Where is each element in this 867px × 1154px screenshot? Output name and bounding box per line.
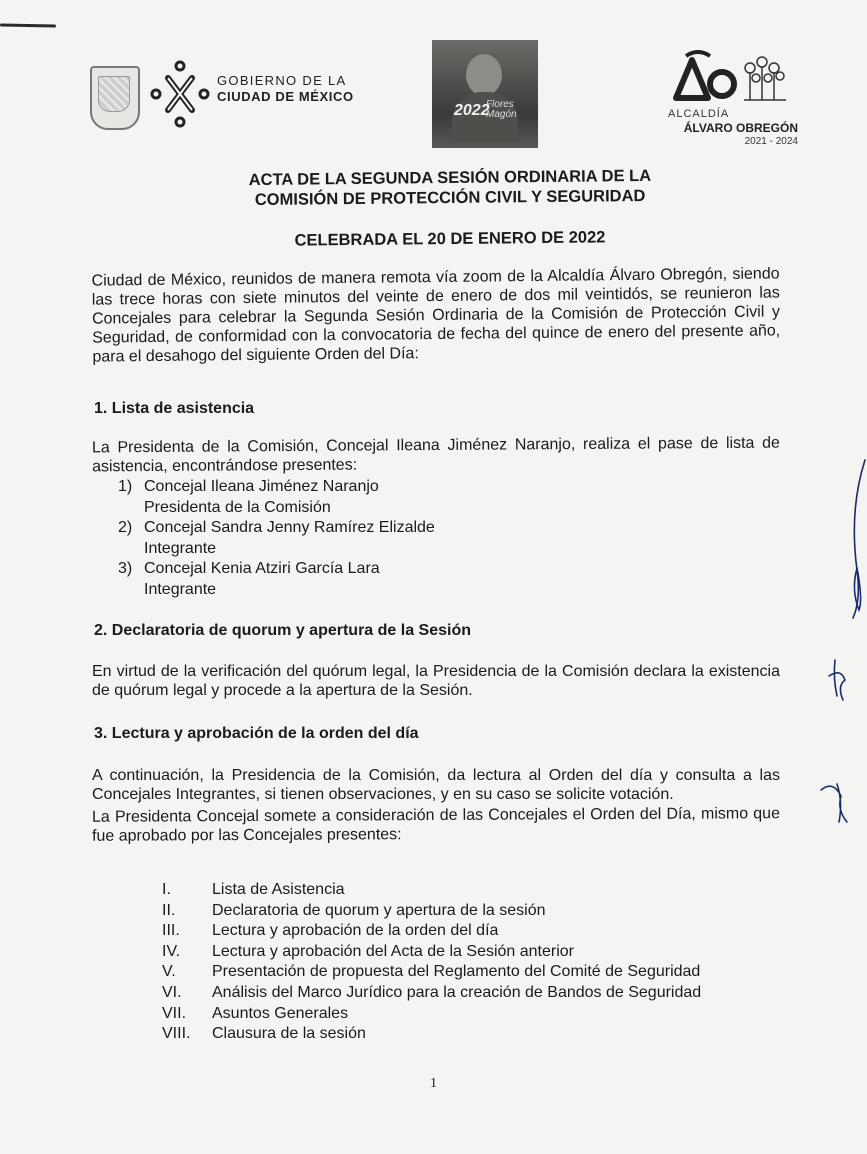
scan-mark [0,24,56,28]
coat-of-arms-logo [90,66,140,130]
agenda-number: IV. [162,942,181,960]
title-line-2: COMISIÓN DE PROTECCIÓN CIVIL Y SEGURIDAD [254,186,646,210]
list-item [162,1004,701,1025]
agenda-number: V. [162,963,176,981]
agenda-text: Clausura de la sesión [212,1025,366,1043]
list-item-number: 2) [118,519,133,537]
list-item [118,518,435,559]
title-line-1: ACTA DE LA SEGUNDA SESIÓN ORDINARIA DE LA [248,166,652,190]
section-3-text-1: A continuación, la Presidencia de la Comisión, da lectura al Orden del día y consulta a las Concejales Integrantes, si tienen observaciones, y en su caso se solicite votación. [92,767,780,803]
list-item [118,477,435,518]
agenda-text: Lectura y aprobación de la orden del día [212,922,499,940]
attendee-role: Integrante [144,580,217,598]
section-1-heading: 1. Lista de asistencia [94,400,255,417]
section-1-text: La Presidenta de la Comisión, Concejal Ileana Jiménez Naranjo, realiza el pase de lista de asistencia, encontrándose presentes: [91,434,780,476]
agenda-number: III. [162,922,180,940]
attendee-role: Presidenta de la Comisión [144,498,331,516]
agenda-text: Presentación de propuesta del Reglamento del Comité de Seguridad [212,963,701,981]
section-2-text: En virtud de la verificación del quórum legal, la Presidencia de la Comisión declara la existencia de quórum legal y procede a la apertura de la Sesión. [92,663,780,699]
section-3-heading: 3. Lectura y aprobación de la orden del día [94,725,419,742]
document-title [200,165,700,210]
gov-line-1: GOBIERNO DE LA [217,73,347,88]
attendee-name: Concejal Kenia Atziri García Lara [144,560,380,578]
section-2-heading: 2. Declaratoria de quorum y apertura de la Sesión [94,622,472,639]
list-item [162,942,701,963]
agenda-list [162,880,701,1045]
agenda-number: VIII. [162,1025,191,1043]
agenda-text: Asuntos Generales [212,1004,349,1022]
agenda-text: Lectura y aprobación del Acta de la Sesión anterior [212,942,575,960]
list-item [162,962,701,983]
alcaldia-label: ALCALDÍA [668,108,730,120]
agenda-number: I. [162,881,171,898]
list-item [162,921,701,942]
list-item-number: 1) [118,478,133,495]
alcaldia-period: 2021 - 2024 [744,136,798,147]
government-name [217,73,354,105]
attendee-name: Concejal Ileana Jiménez Naranjo [144,478,379,495]
agenda-text: Lista de Asistencia [212,881,345,898]
section-3-text-2: La Presidenta Concejal somete a consideración de las Concejales el Orden del Día, mismo que fue aprobado por las Concejales presentes: [91,805,780,845]
margin-signature-icon [807,450,867,840]
agenda-number: VI. [162,983,182,1001]
list-item [162,901,701,922]
agenda-text: Declaratoria de quorum y apertura de la sesión [212,901,546,919]
alcaldia-logo-icon [668,50,798,110]
year-banner-image [432,40,538,148]
agenda-number: II. [162,901,176,919]
cdmx-logo-icon [150,60,210,128]
document-subtitle: CELEBRADA EL 20 DE ENERO DE 2022 [294,228,606,250]
page-number: 1 [430,1076,437,1091]
attendee-list [118,477,435,601]
list-item-number: 3) [118,560,133,578]
intro-paragraph: Ciudad de México, reunidos de manera remota vía zoom de la Alcaldía Álvaro Obregón, siendo las trece horas con siete minutos del veinte de enero de dos mil veintidós, se reunieron las Concejales para celebrar la Segunda Sesión Ordinaria de la Comisión de Protección Civil y Seguridad, de conformidad con la convocatoria de fecha del quince de enero del presente año, para el desahogo del siguiente Orden del Día: [91,265,781,366]
attendee-name: Concejal Sandra Jenny Ramírez Elizalde [144,519,435,537]
list-item [162,983,701,1004]
agenda-number: VII. [162,1004,187,1022]
year-banner-name: Flores Magón [486,99,517,120]
portrait-face [466,54,502,96]
alcaldia-title: ÁLVARO OBREGÓN [683,121,798,135]
year-banner-text: 2022 [454,102,490,119]
list-item [162,1024,701,1045]
agenda-text: Análisis del Marco Jurídico para la creación de Bandos de Seguridad [212,983,702,1001]
attendee-role: Integrante [144,539,217,557]
alcaldia-name [668,107,798,149]
list-item [162,880,701,901]
list-item [118,559,435,600]
gov-line-2: CIUDAD DE MÉXICO [217,89,354,104]
